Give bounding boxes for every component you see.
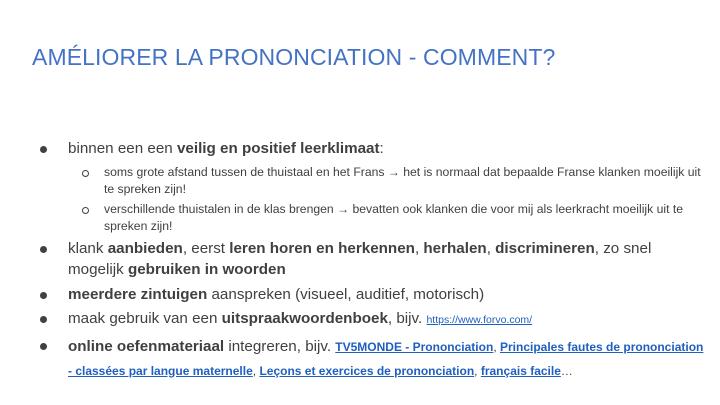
sub-list-item: verschillende thuistalen in de klas brengen → bevatten ook klanken die voor mij als leerkracht moeilijk uit te spreken zijn! — [40, 201, 710, 235]
bullet-dot-icon — [40, 292, 47, 299]
bullet-dot-icon — [40, 246, 47, 253]
francais-facile-link[interactable]: français facile — [480, 363, 561, 378]
list-item: meerdere zintuigen aanspreken (visueel, auditief, motorisch) — [40, 284, 710, 306]
list-item: online oefenmateriaal integreren, bijv. TV5MONDE - Prononciation, Principales fautes de prononciation - classées par langue maternelle, Leçons et exercices de prononciation, français facile… — [40, 335, 710, 383]
bullet-dot-icon — [40, 146, 47, 153]
tv5monde-link[interactable]: TV5MONDE - Prononciation — [335, 339, 494, 354]
bullet-dot-icon — [40, 316, 47, 323]
fautes-prononciation-link[interactable]: Principales fautes de prononciation - classées par langue maternelle — [68, 339, 704, 378]
hollow-bullet-icon — [82, 170, 89, 177]
bullet-list — [40, 138, 710, 383]
list-item: binnen een een veilig en positief leerklimaat: — [40, 138, 710, 160]
list-item: maak gebruik van een uitspraakwoordenboek, bijv. https://www.forvo.com/ — [40, 308, 710, 332]
sub-list-item: soms grote afstand tussen de thuistaal en het Frans → het is normaal dat bepaalde Franse klanken moeilijk uit te spreken zijn! — [40, 164, 710, 198]
forvo-link[interactable]: https://www.forvo.com/ — [426, 314, 533, 326]
list-item: klank aanbieden, eerst leren horen en herkennen, herhalen, discrimineren, zo snel mogelijk gebruiken in woorden — [40, 238, 710, 281]
arrow-right-icon: → — [387, 164, 400, 179]
lecons-exercices-link[interactable]: Leçons et exercices de prononciation — [259, 363, 475, 378]
slide-title: AMÉLIORER LA PRONONCIATION - COMMENT? — [32, 44, 556, 70]
bullet-dot-icon — [40, 343, 47, 350]
hollow-bullet-icon — [82, 207, 89, 214]
arrow-right-icon: → — [337, 201, 350, 216]
